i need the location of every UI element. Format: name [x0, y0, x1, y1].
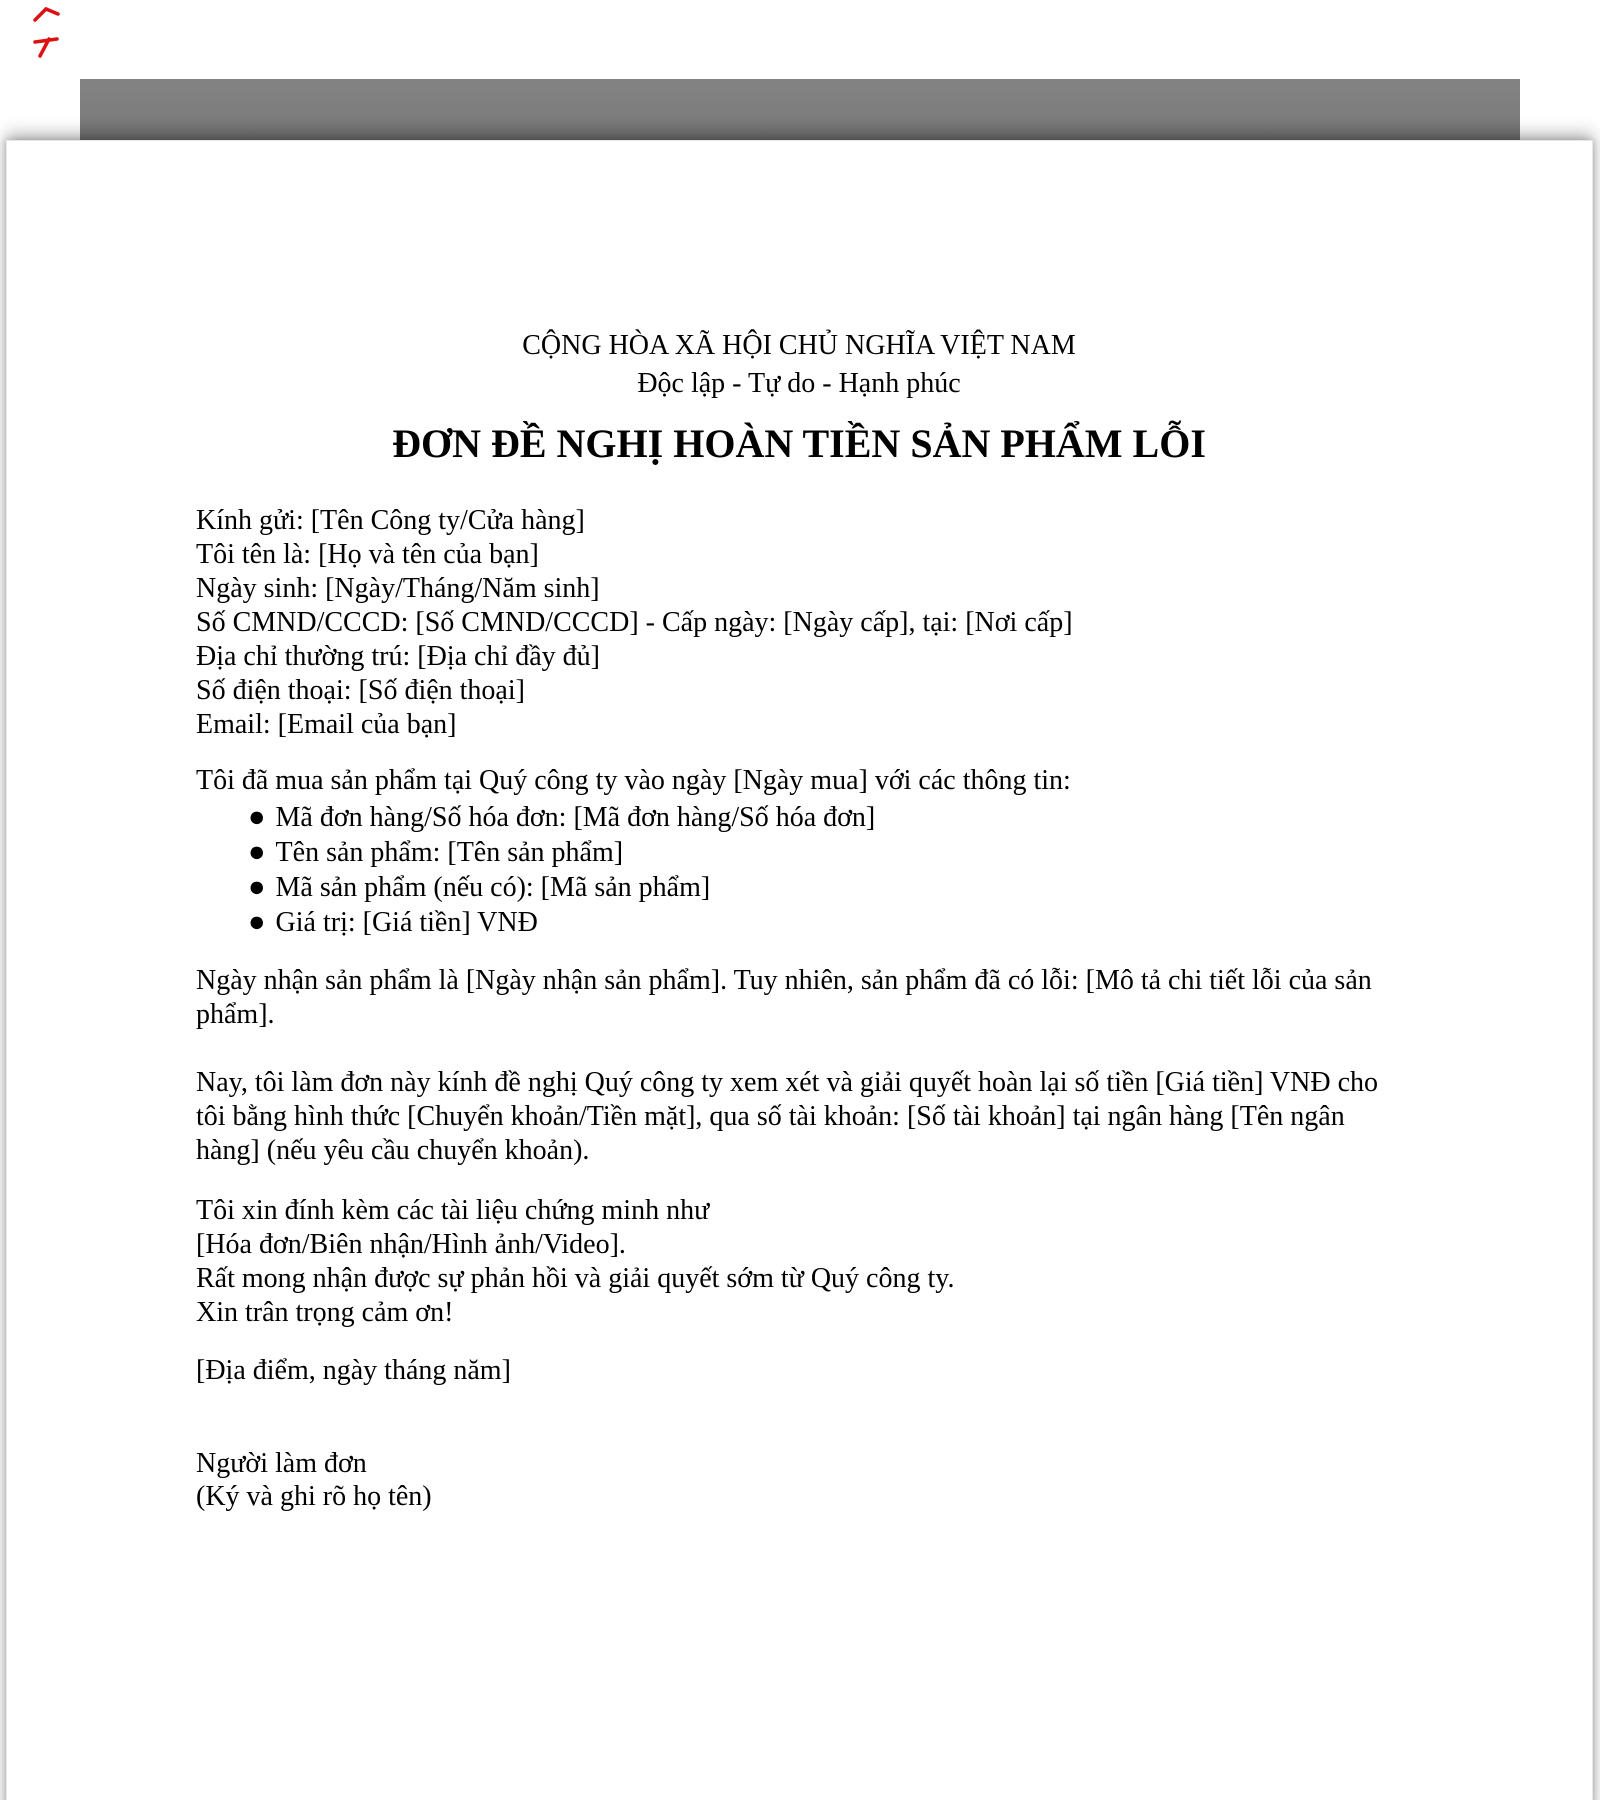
defect-paragraph: Ngày nhận sản phẩm là [Ngày nhận sản phẩm]. Tuy nhiên, sản phẩm đã có lỗi: [Mô tả chi tiết lỗi của sản phẩm].: [196, 965, 1372, 1030]
list-item: [196, 870, 1402, 905]
info-line-email: Email: [Email của bạn]: [196, 709, 457, 740]
document-page: [6, 140, 1593, 1800]
info-line-birthdate: Ngày sinh: [Ngày/Tháng/Năm sinh]: [196, 573, 600, 604]
info-line-phone: Số điện thoại: [Số điện thoại]: [196, 675, 525, 706]
refund-request-paragraph: Nay, tôi làm đơn này kính đề nghị Quý công ty xem xét và giải quyết hoàn lại số tiền [Giá tiền] VNĐ cho tôi bằng hình thức [Chuyển khoản/Tiền mặt], qua số tài khoản: [Số tài khoản] tại ngân hàng [Tên ngân hàng] (nếu yêu cầu chuyển khoản).: [196, 1067, 1379, 1166]
signature-role: Người làm đơn: [196, 1448, 367, 1479]
purchase-intro-paragraph: Tôi đã mua sản phẩm tại Quý công ty vào ngày [Ngày mua] với các thông tin:: [196, 765, 1071, 796]
bullet-icon: ●: [248, 801, 266, 833]
info-line-id-number: Số CMND/CCCD: [Số CMND/CCCD] - Cấp ngày: [Ngày cấp], tại: [Nơi cấp]: [196, 607, 1073, 638]
place-date-line: [Địa điểm, ngày tháng năm]: [196, 1355, 511, 1386]
national-header: [196, 327, 1402, 403]
list-item-text: Tên sản phẩm: [Tên sản phẩm]: [275, 837, 624, 868]
list-item-text: Mã đơn hàng/Số hóa đơn: [Mã đơn hàng/Số hóa đơn]: [275, 802, 876, 833]
bullet-icon: ●: [248, 906, 266, 938]
thanks-line: Xin trân trọng cảm ơn!: [196, 1297, 454, 1328]
info-line-address: Địa chỉ thường trú: [Địa chỉ đầy đủ]: [196, 641, 600, 672]
list-item: [196, 905, 1402, 940]
signature-block: [196, 1447, 1402, 1513]
list-item: [196, 800, 1402, 835]
purchase-details-list: [196, 800, 1402, 940]
viewer-toolbar-strip: [80, 79, 1520, 140]
bullet-icon: ●: [248, 871, 266, 903]
recipient-info-block: [196, 504, 1402, 742]
info-line-recipient: Kính gửi: [Tên Công ty/Cửa hàng]: [196, 505, 585, 536]
list-item-text: Giá trị: [Giá tiền] VNĐ: [275, 907, 538, 938]
signature-note: (Ký và ghi rõ họ tên): [196, 1481, 432, 1512]
bullet-icon: ●: [248, 836, 266, 868]
red-annotation-mark-icon: [31, 6, 65, 58]
list-item: [196, 835, 1402, 870]
attachment-intro-line: Tôi xin đính kèm các tài liệu chứng minh như: [196, 1195, 710, 1226]
list-item-text: Mã sản phẩm (nếu có): [Mã sản phẩm]: [275, 872, 711, 903]
national-header-line1: CỘNG HÒA XÃ HỘI CHỦ NGHĨA VIỆT NAM: [522, 330, 1076, 361]
national-header-motto: Độc lập - Tự do - Hạnh phúc: [637, 368, 961, 399]
document-content: [196, 327, 1402, 1513]
document-title: ĐƠN ĐỀ NGHỊ HOÀN TIỀN SẢN PHẨM LỖI: [392, 421, 1206, 466]
response-request-line: Rất mong nhận được sự phản hồi và giải quyết sớm từ Quý công ty.: [196, 1263, 955, 1294]
info-line-name: Tôi tên là: [Họ và tên của bạn]: [196, 539, 539, 570]
attachment-types-line: [Hóa đơn/Biên nhận/Hình ảnh/Video].: [196, 1229, 626, 1260]
closing-block: [196, 1194, 1402, 1330]
